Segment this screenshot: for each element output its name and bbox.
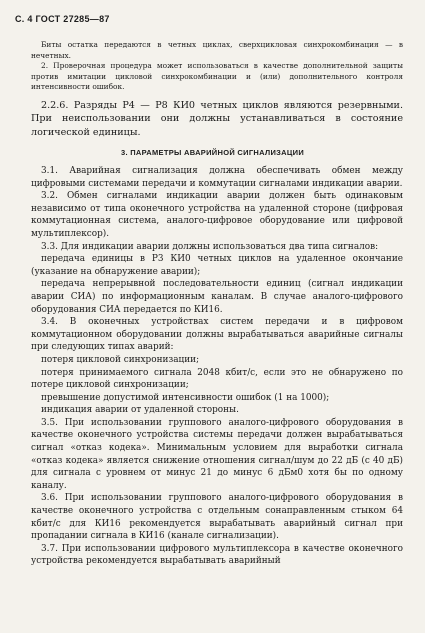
paragraph-3-2: 3.2. Обмен сигналами индикации аварии должен быть одинаковым независимо от типа оконечного устройства на удаленной стороне (цифровая коммутационная система, аналого-цифровое оборудование или цифровой мультиплексор). — [31, 191, 403, 239]
section-2-2-6 — [31, 99, 403, 139]
alarm-type-1: потеря цикловой синхронизации; — [41, 354, 200, 365]
section-3-body — [31, 165, 403, 568]
paragraph-3-7: 3.7. При использовании цифрового мультиплексора в качестве оконечного устройства рекомендуется вырабатывать аварийный — [31, 543, 403, 567]
paragraph-3-4-intro: 3.4. В оконечных устройствах систем передачи и в цифровом коммутационном оборудовании должны вырабатываться аварийные сигналы при следующих типах аварий: — [31, 317, 403, 353]
paragraph-2-2-6: 2.2.6. Разряды Р4 — Р8 КИ0 четных циклов являются резервными. При неиспользовании они должны устанавливаться в состояние логической единицы. — [31, 100, 403, 138]
paragraph-3-3-item-1: передача единицы в Р3 КИ0 четных циклов на удаленное окончание (указание на обнаружение аварии); — [31, 254, 403, 277]
paragraph-3-3-intro: 3.3. Для индикации аварии должны использоваться два типа сигналов: — [41, 241, 379, 252]
paragraph-3-3-item-2: передача непрерывной последовательности единиц (сигнал индикации аварии СИА) по информационным каналам. В случае аналого-цифрового оборудования СИА передается по КИ16. — [31, 279, 403, 315]
paragraph-3-5: 3.5. При использовании группового аналого-цифрового оборудования в качестве оконечного устройства системы передачи должен вырабатываться сигнал «отказ кодека». Минимальным условием для выработки сигнала «отказ кодека» является снижение отношения сигнал/шум до 22 дБ (с 40 дБ) для сигнала с уровнем от минус 21 до минус 6 дБм0 хотя бы по одному каналу. — [31, 417, 403, 491]
section-heading: 3. ПАРАМЕТРЫ АВАРИЙНОЙ СИГНАЛИЗАЦИИ — [120, 148, 305, 157]
note-paragraph-1: Биты остатка передаются в четных циклах, сверхцикловая синхрокомбинация — в нечетных. — [31, 40, 403, 60]
paragraph-3-1: 3.1. Аварийная сигнализация должна обеспечивать обмен между цифровыми системами передачи и коммутации сигналами индикации аварии. — [31, 166, 403, 189]
top-notes — [31, 40, 403, 93]
alarm-type-4: индикация аварии от удаленной стороны. — [41, 405, 239, 416]
alarm-type-3: превышение допустимой интенсивности ошибок (1 на 1000); — [41, 392, 330, 403]
alarm-type-2: потеря принимаемого сигнала 2048 кбит/с, если это не обнаружено по потере цикловой синхронизации; — [31, 367, 403, 391]
page-header: С. 4 ГОСТ 27285—87 — [15, 14, 110, 24]
paragraph-3-6: 3.6. При использовании группового аналого-цифрового оборудования в качестве оконечного устройства с отдельным сонаправленным стыком 64 кбит/с для КИ16 рекомендуется вырабатывать аварийный сигнал при пропадании сигнала в КИ16 (канале сигнализации). — [31, 493, 403, 542]
note-paragraph-2: 2. Проверочная процедура может использоваться в качестве дополнительной защиты против имитации цикловой синхрокомбинации и (или) дополнительного контроля интенсивности ошибок. — [31, 61, 403, 92]
